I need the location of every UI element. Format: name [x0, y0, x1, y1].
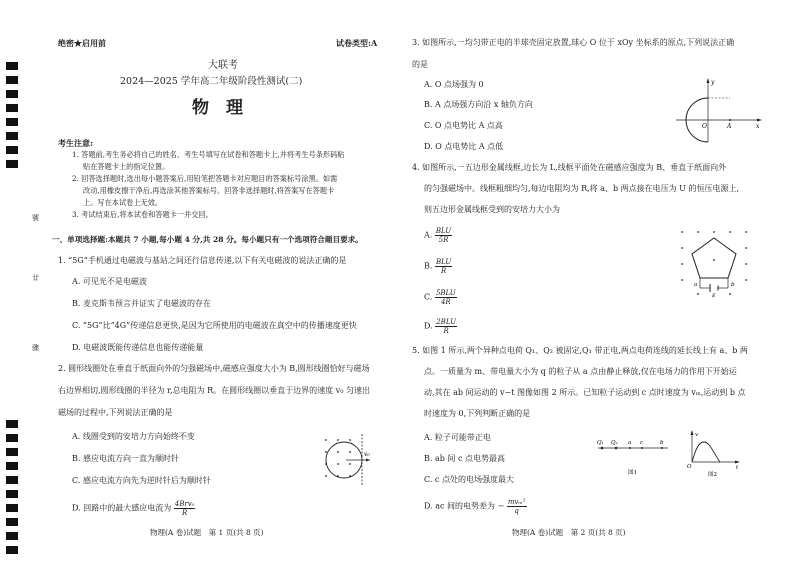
- fraction-numerator: 5BLU: [435, 289, 456, 297]
- fraction-numerator: BLU: [435, 258, 452, 266]
- q2-option-d: [72, 500, 195, 517]
- q1-option-a: A. 可见光不是电磁波: [72, 277, 147, 286]
- charge-q2: [615, 447, 618, 450]
- strip-block: [6, 90, 18, 98]
- page-2-footer: 物理(A 卷)试题 第 2 页(共 8 页): [512, 528, 626, 537]
- subject-title: 物 理: [192, 98, 243, 118]
- q2-stem: 磁场的过程中,下列说法正确的是: [58, 408, 173, 417]
- y-label: y: [711, 79, 715, 86]
- a-label: a: [694, 282, 698, 288]
- strip-block: [6, 490, 18, 498]
- v-t-curve: [692, 442, 720, 462]
- binding-strip: [0, 40, 22, 560]
- strip-block: [6, 420, 18, 428]
- t-arrow: [735, 461, 740, 464]
- point-c: [641, 447, 643, 449]
- q4-option-a-fraction: [435, 227, 452, 244]
- field-dots: [325, 439, 351, 477]
- option-label: A.: [424, 230, 433, 240]
- q4-stem: 4. 如图所示,一五边形金属线框,边长为 L,线框平面处在磁感应强度为 B、垂直于纸面向外: [412, 163, 727, 172]
- point-b: [661, 447, 663, 449]
- option-label: C.: [424, 292, 433, 302]
- strip-block: [6, 146, 18, 154]
- b-label: b: [731, 282, 735, 288]
- figure-1-caption: 图1: [628, 470, 637, 476]
- q2-option-b: B. 感应电流方向一直为顺时针: [72, 454, 179, 463]
- field-dots: [681, 231, 747, 295]
- q3-option-a: A. O 点场强为 0: [424, 80, 484, 89]
- q2-figure: [318, 432, 378, 488]
- q1-label: Q₁: [597, 440, 604, 446]
- q2-stem: 右边界相切,圆形线圈的半径为 r,总电阻为 R。在圆形线圈以垂直于边界的速度 v₀ 匀速出: [58, 386, 370, 395]
- q5-option-a: A. 粒子可能带正电: [424, 433, 491, 442]
- pentagon-frame: [692, 238, 736, 278]
- q3-option-c: C. O 点电势比 A 点高: [424, 121, 503, 130]
- v-label: v: [695, 432, 699, 438]
- q4-option-c: [424, 289, 457, 306]
- notice-line: 贴在答题卡上的指定位置。: [83, 162, 170, 171]
- q3-stem: 的是: [412, 60, 428, 69]
- q5-figure-1: [594, 434, 674, 478]
- notice-title: 考生注意:: [58, 138, 93, 148]
- side-label: 骤: [32, 344, 39, 352]
- section-heading: 一、单项选择题:本题共 7 小题,每小题 4 分,共 28 分。每小题只有一个选项符合题目要求。: [52, 235, 363, 244]
- q5-figure-2: [686, 428, 742, 480]
- strip-block: [6, 434, 18, 442]
- fraction-numerator: mvₘ²: [507, 498, 526, 506]
- strip-block: [6, 546, 18, 554]
- option-label: D.: [424, 321, 433, 331]
- strip-block: [6, 62, 18, 70]
- q1-option-c: C. “5G”比“4G”传递信息更快,是因为它所使用的电磁波在真空中的传播速度更快: [72, 321, 357, 330]
- strip-block: [6, 518, 18, 526]
- q2-option-c: C. 感应电流方向先为逆时针后为顺时针: [72, 476, 211, 485]
- arrow-head: [366, 459, 370, 462]
- fraction-denominator: R: [181, 509, 188, 517]
- side-label: 號: [32, 214, 39, 222]
- x-arrow: [757, 119, 762, 122]
- notice-line: 3. 考试结束后,将本试卷和答题卡一并交回。: [72, 210, 213, 219]
- fraction-denominator: q: [514, 507, 519, 515]
- point-a: [729, 119, 731, 121]
- q3-figure: [672, 74, 766, 146]
- q4-stem: 的匀强磁场中。线框粗细均匀,每边电阻均为 R,将 a、b 两点接在电压为 U 的恒压电源上,: [424, 184, 739, 193]
- q2-option-a: A. 线圈受到的安培力方向始终不变: [72, 432, 195, 441]
- option-label: B.: [424, 261, 433, 271]
- q3-option-b: B. A 点场强方向沿 x 轴负方向: [424, 100, 533, 109]
- strip-block: [6, 448, 18, 456]
- notice-line: 1. 答题前,考生务必将自己的姓名、考生号填写在试卷和答题卡上,并将考生号条形码粘: [72, 150, 345, 159]
- fraction-numerator: BLU: [435, 227, 452, 235]
- q5-option-d-text: D. ac 间的电势差为: [424, 501, 496, 511]
- q4-option-d: [424, 318, 457, 335]
- q5-option-b: B. ab 间 c 点电势最高: [424, 454, 505, 463]
- notice-line: 改动,用橡皮擦干净后,再选涂其他答案标号。回答非选择题时,将答案写在答题卡: [83, 186, 335, 195]
- q1-stem: 1. “5G”手机通过电磁波与基站之间还行信息传递,以下有关电磁波的说法正确的是: [58, 256, 347, 265]
- q5-stem: 时速度为 0,下列判断正确的是: [424, 409, 531, 418]
- fraction-numerator: 4Brv₀: [174, 500, 195, 508]
- q2-option-d-fraction: [174, 500, 196, 517]
- q1-option-b: B. 麦克斯韦预言并证实了电磁波的存在: [72, 299, 211, 308]
- q2-option-d-text: D. 回路中的最大感应电流为: [72, 503, 172, 513]
- strip-block: [6, 160, 18, 168]
- strip-block: [6, 76, 18, 84]
- strip-block: [6, 132, 18, 140]
- q5-option-d: D. ac 间的电势差为 − $\frac{\text{mvₘ²}}{q}$: [424, 498, 526, 515]
- fraction-numerator: 2BLU: [436, 318, 456, 326]
- q4-stem: 则五边形金属线框受到的安培力大小为: [424, 205, 560, 214]
- fraction-denominator: R: [440, 267, 447, 275]
- q4-option-c-fraction: [435, 289, 457, 306]
- q2-stem: 2. 圆形线圈处在垂直于纸面向外的匀强磁场中,磁感应强度大小为 B,圆形线圈恰好与磁场: [58, 364, 370, 373]
- q5-stem: 点。一质量为 m、带电量大小为 q 的粒子从 a 点由静止释放,仅在电场力的作用下开始运: [424, 367, 737, 376]
- strip-block: [6, 118, 18, 126]
- source-label: E: [712, 293, 716, 298]
- a-label: a: [628, 440, 632, 446]
- fraction-denominator: 4R: [440, 298, 451, 306]
- q4-option-b-fraction: [435, 258, 452, 275]
- point-a: [629, 447, 631, 449]
- x-label: x: [756, 123, 760, 130]
- c-label: c: [640, 440, 644, 446]
- strip-block: [6, 462, 18, 470]
- q5-stem: 动,其在 ab 间运动的 v−t 图像如图 2 所示。已知粒子运动到 c 点时速度为 vₘ,运动到 b 点: [424, 388, 746, 397]
- side-label: 廿: [32, 274, 39, 282]
- v-arrow: [691, 430, 694, 435]
- paper-type: 试卷类型:A: [336, 38, 378, 48]
- q4-figure: [676, 226, 754, 298]
- b-label: b: [660, 440, 664, 446]
- exam-title: 2024—2025 学年高二年级阶段性测试(二): [120, 76, 303, 87]
- figure-2-caption: 图2: [708, 472, 717, 478]
- q2-label: Q₂: [611, 440, 618, 446]
- q3-stem: 3. 如图所示,一均匀带正电的半球壳固定放置,球心 O 位于 xOy 坐标系的原点,下列说法正确: [412, 38, 735, 47]
- q4-option-a: [424, 227, 452, 244]
- notice-line: 2. 回答选择题时,选出每小题答案后,用铅笔把答题卡对应题目的答案标号涂黑。如需: [72, 174, 338, 183]
- q4-option-d-fraction: [435, 318, 457, 335]
- y-arrow: [707, 78, 710, 83]
- q5-option-d-fraction: [507, 498, 527, 515]
- q5-option-c: C. c 点处的电场强度最大: [424, 475, 514, 484]
- q1-option-d: D. 电磁波既能传递信息也能传递能量: [72, 343, 204, 352]
- notice-line: 上。写在本试卷上无效。: [83, 198, 163, 207]
- strip-block: [6, 476, 18, 484]
- strip-block: [6, 504, 18, 512]
- page-1-footer: 物理(A 卷)试题 第 1 页(共 8 页): [150, 528, 264, 537]
- origin-label: O: [687, 464, 692, 470]
- velocity-label: v₀: [364, 451, 370, 458]
- org-title: 大联考: [208, 60, 238, 71]
- q5-stem: 5. 如图 1 所示,两个异种点电荷 Q₁、Q₂ 被固定,Q₁ 带正电,两点电荷连线的延长线上有 a、b 两: [412, 346, 748, 355]
- strip-block: [6, 104, 18, 112]
- q3-option-d: D. O 点电势比 A 点低: [424, 142, 504, 151]
- origin-label: O: [702, 123, 707, 130]
- strip-block: [6, 532, 18, 540]
- q4-option-b: [424, 258, 452, 275]
- secret-mark: 绝密★启用前: [58, 38, 106, 48]
- charge-q1: [601, 447, 604, 450]
- t-label: t: [736, 465, 739, 471]
- fraction-denominator: R: [443, 327, 449, 335]
- a-label: A: [727, 123, 732, 130]
- fraction-denominator: 5R: [438, 236, 449, 244]
